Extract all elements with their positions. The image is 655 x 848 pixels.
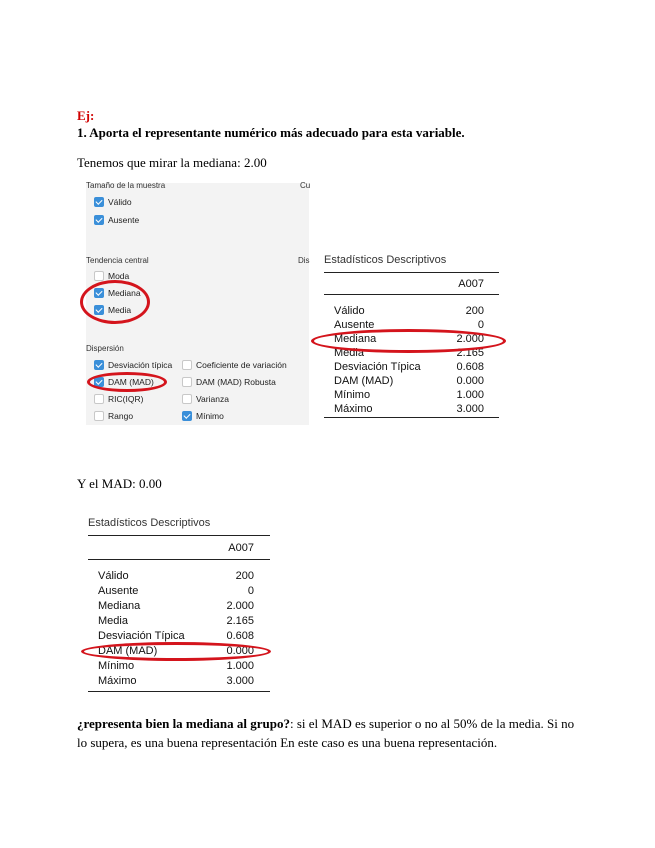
checkbox-icon[interactable] bbox=[94, 215, 104, 225]
divider bbox=[324, 417, 499, 418]
option-minimo[interactable]: Mínimo bbox=[182, 410, 224, 422]
row-label: Máximo bbox=[98, 675, 137, 687]
column-header: A007 bbox=[458, 278, 484, 290]
option-valido[interactable]: Válido bbox=[94, 196, 132, 208]
highlight-oval-dam-mad bbox=[81, 642, 271, 661]
option-mediana[interactable]: Mediana bbox=[94, 287, 141, 299]
option-rango[interactable]: Rango bbox=[94, 410, 133, 422]
checkbox-icon[interactable] bbox=[94, 394, 104, 404]
row-label: Media bbox=[98, 615, 128, 627]
row-value: 0.000 bbox=[456, 375, 484, 387]
stats-table-title: Estadísticos Descriptivos bbox=[88, 517, 211, 529]
options-panel bbox=[86, 183, 309, 425]
row-label: Media bbox=[334, 347, 364, 359]
row-value: 1.000 bbox=[456, 389, 484, 401]
row-label: Válido bbox=[98, 570, 129, 582]
row-label: Ausente bbox=[334, 319, 375, 331]
row-value: 0.000 bbox=[226, 645, 254, 657]
row-value: 2.165 bbox=[456, 347, 484, 359]
row-label: Mínimo bbox=[334, 389, 371, 401]
example-heading: Ej: bbox=[77, 108, 95, 123]
option-media[interactable]: Media bbox=[94, 304, 131, 316]
divider bbox=[324, 294, 499, 295]
row-label: Desviación Típica bbox=[334, 361, 421, 373]
checkbox-icon[interactable] bbox=[182, 394, 192, 404]
row-value: 3.000 bbox=[456, 403, 484, 415]
divider bbox=[88, 559, 270, 560]
highlight-oval-central bbox=[80, 280, 150, 324]
row-label: DAM (MAD) bbox=[334, 375, 394, 387]
row-value: 0 bbox=[477, 319, 484, 331]
row-label: Mínimo bbox=[98, 660, 135, 672]
row-value: 200 bbox=[465, 305, 484, 317]
row-label: Desviación Típica bbox=[98, 630, 185, 642]
row-value: 0 bbox=[247, 585, 254, 597]
central-tendency-title: Tendencia central bbox=[86, 256, 149, 265]
checkbox-icon[interactable] bbox=[182, 411, 192, 421]
checkbox-icon[interactable] bbox=[182, 360, 192, 370]
row-value: 3.000 bbox=[226, 675, 254, 687]
question-1: 1. Aporta el representante numérico más adecuado para esta variable. bbox=[77, 125, 465, 140]
mediana-statement: Tenemos que mirar la mediana: 2.00 bbox=[77, 155, 267, 170]
sample-size-title: Tamaño de la muestra bbox=[86, 181, 166, 190]
divider bbox=[324, 272, 499, 273]
right-column-cut-label: Cu bbox=[300, 181, 311, 190]
stats-table-title: Estadísticos Descriptivos bbox=[324, 254, 447, 266]
column-header: A007 bbox=[228, 542, 254, 554]
row-label: Válido bbox=[334, 305, 365, 317]
option-coeficiente-variacion[interactable]: Coeficiente de variación bbox=[182, 359, 287, 371]
option-ric-iqr[interactable]: RIC(IQR) bbox=[94, 393, 143, 405]
stats-table-1 bbox=[322, 250, 502, 430]
conclusion-paragraph bbox=[77, 714, 597, 752]
conclusion-answer-1: : si el MAD es superior o no al 50% de la media. Si no bbox=[289, 716, 575, 731]
option-dam-mad[interactable]: DAM (MAD) bbox=[94, 376, 154, 388]
row-label: Máximo bbox=[334, 403, 373, 415]
conclusion-question: ¿representa bien la mediana al grupo? bbox=[77, 716, 290, 731]
checkbox-icon[interactable] bbox=[94, 197, 104, 207]
row-value: 2.000 bbox=[456, 333, 484, 345]
row-value: 200 bbox=[235, 570, 254, 582]
option-varianza[interactable]: Varianza bbox=[182, 393, 229, 405]
option-dam-mad-robusta[interactable]: DAM (MAD) Robusta bbox=[182, 376, 276, 388]
row-label: Ausente bbox=[98, 585, 139, 597]
option-moda[interactable]: Moda bbox=[94, 270, 129, 282]
row-label: DAM (MAD) bbox=[98, 645, 158, 657]
right-column-cut-label-2: Dis bbox=[298, 256, 310, 265]
row-label: Mediana bbox=[334, 333, 377, 345]
checkbox-icon[interactable] bbox=[94, 360, 104, 370]
row-value: 2.000 bbox=[226, 600, 254, 612]
conclusion-answer-2: lo supera, es una buena representación En este caso es una buena representación. bbox=[77, 735, 498, 750]
mad-statement: Y el MAD: 0.00 bbox=[77, 476, 162, 491]
divider bbox=[88, 535, 270, 536]
option-ausente[interactable]: Ausente bbox=[94, 214, 139, 226]
checkbox-icon[interactable] bbox=[94, 271, 104, 281]
checkbox-icon[interactable] bbox=[182, 377, 192, 387]
row-value: 2.165 bbox=[226, 615, 254, 627]
highlight-oval-dam bbox=[87, 372, 167, 392]
checkbox-icon[interactable] bbox=[94, 411, 104, 421]
row-value: 0.608 bbox=[456, 361, 484, 373]
row-value: 1.000 bbox=[226, 660, 254, 672]
stats-table-2 bbox=[86, 512, 276, 697]
dispersion-title: Dispersión bbox=[86, 344, 124, 353]
option-desviacion-tipica[interactable]: Desviación típica bbox=[94, 359, 172, 371]
divider bbox=[88, 691, 270, 692]
row-label: Mediana bbox=[98, 600, 141, 612]
row-value: 0.608 bbox=[226, 630, 254, 642]
highlight-oval-mediana bbox=[311, 329, 506, 353]
